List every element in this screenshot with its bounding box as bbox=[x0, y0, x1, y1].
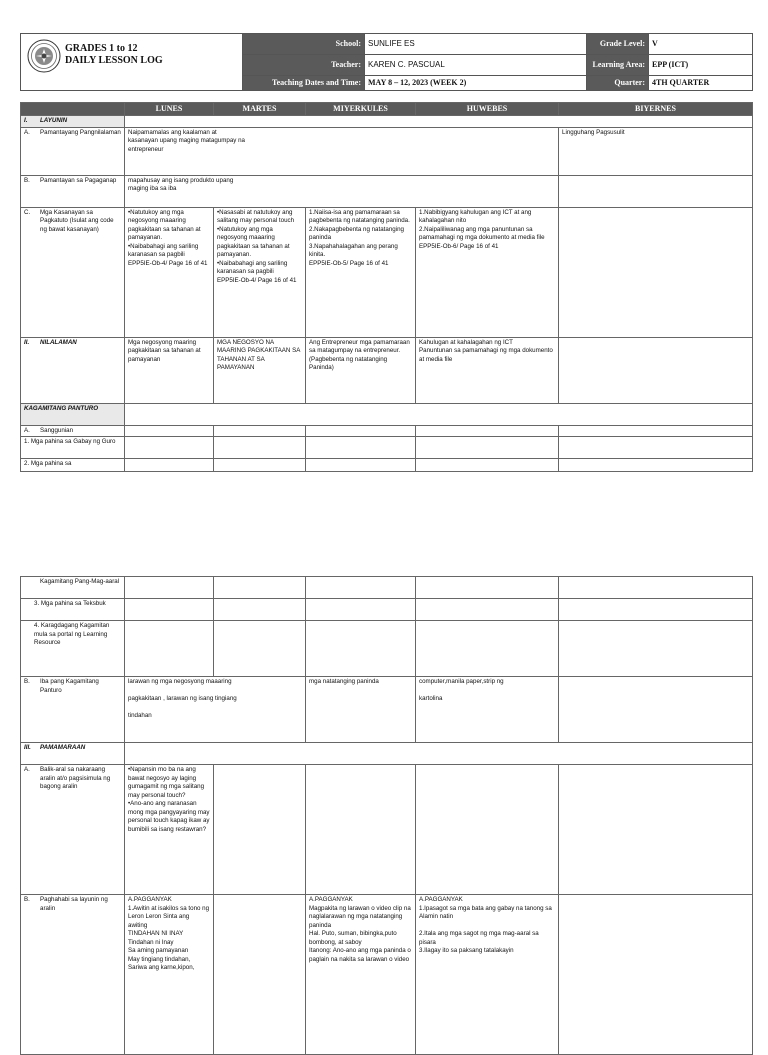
row-label-karagdagang-kagamitan: 4. Karagdagang Kagamitan mula sa portal ng Learning Resource bbox=[21, 621, 125, 677]
empty-cell bbox=[306, 599, 416, 621]
content-standard-cell: Naipamamalas ang kaalaman at kasanayan upang maging matagumpay na entrepreneur bbox=[125, 127, 559, 175]
empty-cell bbox=[416, 437, 559, 459]
quarter-label: Quarter: bbox=[587, 75, 649, 90]
other-materials-thu: computer,manila paper,strip ng kartolina bbox=[416, 677, 559, 743]
day-header-fri: BIYERNES bbox=[559, 103, 753, 116]
empty-cell bbox=[214, 577, 306, 599]
empty-cell bbox=[416, 459, 559, 472]
empty-cell bbox=[306, 459, 416, 472]
other-materials-wed: mga natatanging paninda bbox=[306, 677, 416, 743]
content-mon: Mga negosyong maaring pagkakitaan sa tahanan at pamayanan bbox=[125, 337, 214, 403]
lesson-log-table-page2 bbox=[20, 576, 753, 1055]
empty-cell bbox=[559, 621, 753, 677]
row-label-teksbuk: 3. Mga pahina sa Teksbuk bbox=[21, 599, 125, 621]
empty-cell bbox=[416, 765, 559, 895]
lesson-log-table-page1 bbox=[20, 102, 753, 472]
deped-seal-icon bbox=[27, 39, 61, 73]
motivation-mon: A.PAGGANYAK 1.Awitin at isakilos sa tono ng Leron Leron Sinta ang awiting TINDAHAN NI INAY Tindahan ni Inay Sa aming pamayanan May tingiang tindahan, Sariwa ang karne,kipon, bbox=[125, 895, 214, 1055]
empty-cell bbox=[559, 599, 753, 621]
area-label: Learning Area: bbox=[587, 54, 649, 75]
row-label-gabay-guro: 1. Mga pahina sa Gabay ng Guro bbox=[21, 437, 125, 459]
competency-thu: 1.Nabibigyang kahulugan ang ICT at ang kahalagahan nito 2.Naipaliliwanag ang mga panuntunan sa pamamahagi ng mga dokumento at media file EPP5IE-Ob-6/ Page 16 of 41 bbox=[416, 207, 559, 337]
section-pamamaraan: III. PAMAMARAAN bbox=[21, 743, 125, 765]
empty-cell bbox=[559, 175, 753, 207]
header-table bbox=[20, 33, 753, 91]
section-pamamaraan-blank bbox=[125, 743, 753, 765]
content-tue: MGA NEGOSYO NA MAARING PAGKAKITAAN SA TAHANAN AT SA PAMAYANAN bbox=[214, 337, 306, 403]
dates-value: MAY 8 – 12, 2023 (WEEK 2) bbox=[365, 75, 587, 90]
empty-cell bbox=[214, 599, 306, 621]
empty-cell bbox=[559, 577, 753, 599]
grade-value: V bbox=[649, 34, 753, 55]
empty-cell bbox=[125, 425, 214, 437]
grade-label: Grade Level: bbox=[587, 34, 649, 55]
section-kagamitang-blank bbox=[125, 403, 753, 425]
form-title: GRADES 1 to 12 bbox=[65, 43, 138, 54]
school-label: School: bbox=[243, 34, 365, 55]
empty-cell bbox=[125, 459, 214, 472]
empty-cell bbox=[559, 337, 753, 403]
empty-cell bbox=[559, 425, 753, 437]
empty-cell bbox=[416, 621, 559, 677]
empty-cell bbox=[559, 437, 753, 459]
row-label-kasanayan: C. Mga Kasanayan sa Pagkatuto (Isulat ang code ng bawat kasanayan) bbox=[21, 207, 125, 337]
content-wed: Ang Entrepreneur mga pamamaraan sa matagumpay na entrepreneur. (Pagbebenta ng natatanging Paninda) bbox=[306, 337, 416, 403]
area-value: EPP (ICT) bbox=[649, 54, 753, 75]
row-label-balik-aral: A. Balik-aral sa nakaraang aralin at/o pagsisimula ng bagong aralin bbox=[21, 765, 125, 895]
section-nilalaman: II. NILALAMAN bbox=[21, 337, 125, 403]
empty-cell bbox=[306, 577, 416, 599]
empty-cell bbox=[559, 459, 753, 472]
day-header-tue: MARTES bbox=[214, 103, 306, 116]
teacher-value: KAREN C. PASCUAL bbox=[365, 54, 587, 75]
empty-cell bbox=[416, 599, 559, 621]
empty-cell bbox=[416, 577, 559, 599]
performance-standard-cell: mapahusay ang isang produkto upang maging iba sa iba bbox=[125, 175, 559, 207]
empty-cell bbox=[214, 621, 306, 677]
section-layunin: I. LAYUNIN bbox=[21, 116, 125, 128]
row-label-mga-pahina: 2. Mga pahina sa bbox=[21, 459, 125, 472]
empty-cell bbox=[214, 459, 306, 472]
empty-cell bbox=[559, 207, 753, 337]
dates-label: Teaching Dates and Time: bbox=[243, 75, 365, 90]
review-mon: •Napansin mo ba na ang bawat negosyo ay laging gumagamit ng mga salitang may personal touch? •Ano-ano ang naranasan mong mga pangyayaring may personal touch kapag ikaw ay bumibili sa isang restawran? bbox=[125, 765, 214, 895]
day-header-thu: HUWEBES bbox=[416, 103, 559, 116]
form-subtitle: DAILY LESSON LOG bbox=[65, 55, 163, 66]
motivation-wed: A.PAGGANYAK Magpakita ng larawan o video clip na naglalarawan ng mga natatanging paninda Hal. Puto, suman, bibingka,puto bombong, at saboy Itanong: Ano-ano ang mga paninda o paglain na nakita sa larawan o video bbox=[306, 895, 416, 1055]
content-thu: Kahulugan at kahalagahan ng ICT Panuntunan sa pamamahagi ng mga dokumento at media file bbox=[416, 337, 559, 403]
quarter-value: 4TH QUARTER bbox=[649, 75, 753, 90]
empty-cell bbox=[214, 765, 306, 895]
empty-cell bbox=[125, 577, 214, 599]
blank-header-cell bbox=[21, 103, 125, 116]
empty-cell bbox=[214, 895, 306, 1055]
empty-cell bbox=[306, 765, 416, 895]
teacher-label: Teacher: bbox=[243, 54, 365, 75]
empty-cell bbox=[214, 437, 306, 459]
competency-mon: •Natutukoy ang mga negosyong maaaring pagkakitaan sa tahanan at pamayanan. •Naibabahagi ang sariling karanasan sa pagbili EPP5IE-Ob-4/ Page 16 of 41 bbox=[125, 207, 214, 337]
day-header-wed: MIYERKULES bbox=[306, 103, 416, 116]
other-materials-mon: larawan ng mga negosyong maaaring pagkakitaan , larawan ng isang tingiang tindahan bbox=[125, 677, 306, 743]
section-layunin-blank bbox=[125, 116, 753, 128]
empty-cell bbox=[125, 621, 214, 677]
motivation-thu: A.PAGGANYAK 1.Ipasagot sa mga bata ang gabay na tanong sa Alamin natin 2.Itala ang mga sagot ng mga mag-aaral sa pisara 3.Ilagay ito sa paksang tatalakayin bbox=[416, 895, 559, 1055]
empty-cell bbox=[416, 425, 559, 437]
empty-cell bbox=[125, 437, 214, 459]
empty-cell bbox=[306, 425, 416, 437]
row-label-sanggunian: A. Sanggunian bbox=[21, 425, 125, 437]
empty-cell bbox=[559, 765, 753, 895]
competency-wed: 1.Naiisa-isa ang pamamaraan sa pagbebenta ng natatanging paninda. 2.Nakapagbebenta ng natatanging paninda 3.Napahahalagahan ang perang kinita. EPP5IE-Ob-5/ Page 16 of 41 bbox=[306, 207, 416, 337]
day-header-mon: LUNES bbox=[125, 103, 214, 116]
school-value: SUNLIFE ES bbox=[365, 34, 587, 55]
competency-tue: •Nasasabi at natutukoy ang salitang may personal touch •Natutukoy ang mga negosyong maaaring pagkakitaan sa tahanan at pamayanan. •Naibabahagi ang sariling karanasan sa pagbili EPP5IE-Ob-4/ Page 16 of 41 bbox=[214, 207, 306, 337]
weekly-test-cell: Lingguhang Pagsusulit bbox=[559, 127, 753, 175]
empty-cell bbox=[306, 621, 416, 677]
row-label-paghahabi: B. Paghahabi sa layunin ng aralin bbox=[21, 895, 125, 1055]
row-label-kagamitang-pang-mag-aaral: Kagamitang Pang-Mag-aaral bbox=[21, 577, 125, 599]
empty-cell bbox=[125, 599, 214, 621]
header-logo-cell bbox=[21, 34, 243, 91]
row-label-pamantayan-pagaganap: B. Pamantayan sa Pagaganap bbox=[21, 175, 125, 207]
empty-cell bbox=[306, 437, 416, 459]
empty-cell bbox=[559, 677, 753, 743]
section-kagamitang-panturo: KAGAMITANG PANTURO bbox=[21, 403, 125, 425]
row-label-pamantayang-pangnilalaman: A. Pamantayang Pangnilalaman bbox=[21, 127, 125, 175]
empty-cell bbox=[214, 425, 306, 437]
row-label-iba-pang-kagamitan: B. Iba pang Kagamitang Panturo bbox=[21, 677, 125, 743]
empty-cell bbox=[559, 895, 753, 1055]
